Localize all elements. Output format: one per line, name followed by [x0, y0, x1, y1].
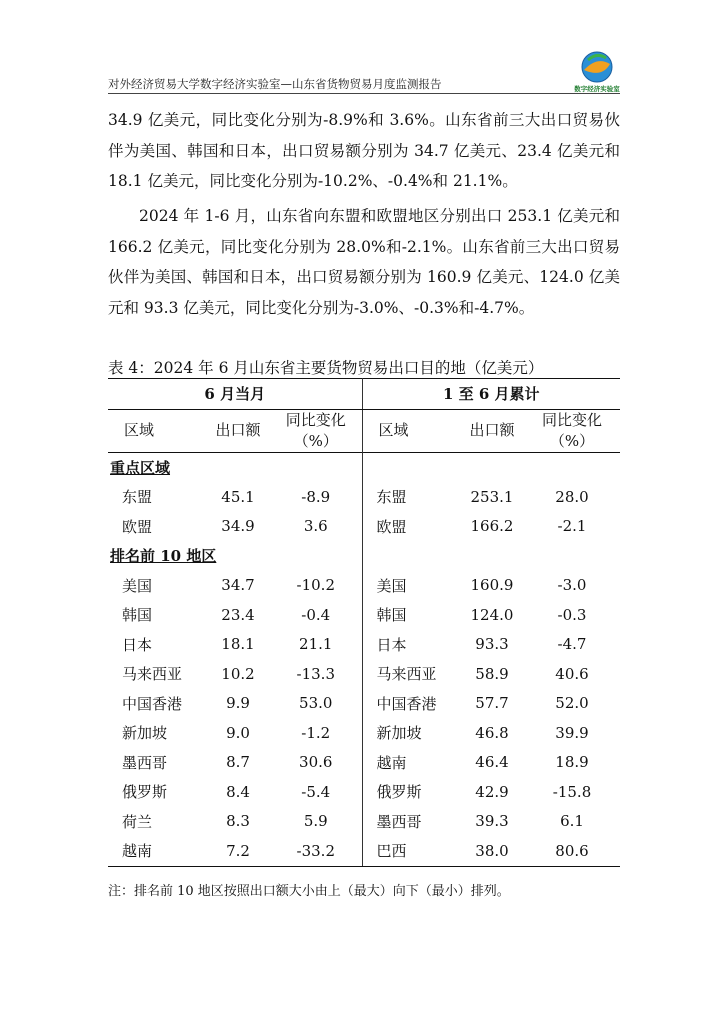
row-region-right: 新加坡: [376, 724, 422, 743]
col-change-left: [270, 409, 362, 452]
table-row: [108, 689, 620, 719]
table-caption: 表 4：2024 年 6 月山东省主要货物贸易出口目的地（亿美元）: [108, 359, 544, 377]
row-export-right: 124.0: [470, 605, 514, 624]
section-key-label: 重点区域: [108, 452, 362, 482]
row-change-right: 80.6: [524, 836, 620, 866]
row-change-right: 52.0: [555, 694, 589, 713]
col-export-right: 出口额: [469, 421, 515, 439]
row-region-right: 中国香港: [376, 694, 437, 713]
row-export-right: 166.2: [470, 517, 514, 536]
export-destination-table: [108, 378, 620, 867]
row-export-left: 34.9: [221, 517, 255, 536]
col-change-left-unit: （%）: [293, 431, 338, 450]
row-export-right: 42.9: [475, 782, 509, 801]
row-export-right: 93.3: [475, 635, 509, 654]
row-change-right: 39.9: [555, 723, 589, 742]
row-export-right: 57.7: [475, 694, 509, 713]
row-region-left: 墨西哥: [122, 753, 168, 772]
row-change-left: -13.3: [270, 659, 362, 689]
column-header-row: [108, 409, 620, 452]
table-row: [108, 718, 620, 748]
row-region-right: 墨西哥: [376, 812, 422, 831]
row-export-left: 9.0: [226, 723, 250, 742]
col-change-right-label: 同比变化: [541, 410, 602, 429]
group-header-month: 6 月当月: [108, 379, 362, 410]
group-header-row: [108, 379, 620, 410]
top10-region-rows: [108, 571, 620, 867]
lab-logo-caption: 数字经济实验室: [574, 85, 620, 93]
row-change-left: 53.0: [270, 689, 362, 719]
group-header-cumulative: 1 至 6 月累计: [362, 379, 620, 410]
col-region-right: 区域: [378, 421, 409, 439]
row-region-left: 韩国: [122, 606, 153, 625]
section-row-top10: [108, 541, 620, 571]
table-row: [108, 571, 620, 601]
section-top10-label: 排名前 10 地区: [108, 541, 362, 571]
table-row: [108, 807, 620, 837]
row-change-right: 40.6: [555, 664, 589, 683]
paragraph-2: [108, 201, 620, 323]
col-region-left: 区域: [124, 421, 155, 439]
row-export-right: 160.9: [470, 576, 514, 595]
row-region-left: 美国: [122, 576, 153, 595]
row-export-left: 8.4: [226, 782, 250, 801]
row-change-left: 30.6: [270, 748, 362, 778]
row-change-left: 21.1: [270, 630, 362, 660]
row-export-left: 10.2: [221, 664, 255, 683]
report-header-title: 对外经济贸易大学数字经济实验室—山东省货物贸易月度监测报告: [108, 77, 442, 91]
row-change-right: -15.8: [552, 782, 592, 801]
table-footnote: 注：排名前 10 地区按照出口额大小由上（最大）向下（最小）排列。: [108, 884, 510, 899]
col-change-right-unit: （%）: [549, 431, 595, 450]
row-change-left: -5.4: [270, 777, 362, 807]
row-change-left: -33.2: [270, 836, 362, 866]
row-change-left: -0.4: [270, 600, 362, 630]
col-change-left-label: 同比变化: [285, 410, 346, 429]
row-change-left: -8.9: [270, 482, 362, 512]
row-region-right: 韩国: [376, 606, 407, 625]
row-region-right: 马来西亚: [376, 665, 437, 684]
row-export-right: 38.0: [460, 836, 524, 866]
row-export-left: 9.9: [226, 694, 250, 713]
table-row: [108, 630, 620, 660]
row-change-right: 18.9: [555, 753, 589, 772]
col-change-right: [524, 409, 620, 452]
header-divider: [108, 93, 620, 94]
row-region-right: 日本: [376, 635, 407, 654]
row-region-right: 越南: [376, 753, 407, 772]
row-region-right: 巴西: [362, 836, 460, 866]
row-region-left: 欧盟: [122, 517, 153, 536]
row-region-left: 马来西亚: [122, 665, 183, 684]
table-row: [108, 482, 620, 512]
table-row: [108, 748, 620, 778]
row-region-right: 东盟: [376, 488, 407, 507]
row-change-left: -10.2: [270, 571, 362, 601]
row-region-right: 美国: [376, 576, 407, 595]
row-export-right: 46.8: [475, 723, 509, 742]
row-export-right: 39.3: [475, 812, 509, 831]
table-row: [108, 777, 620, 807]
row-change-left: 3.6: [270, 512, 362, 542]
row-change-left: 5.9: [270, 807, 362, 837]
paragraph-1: [108, 105, 620, 197]
row-change-right: -4.7: [557, 635, 587, 654]
row-export-right: 58.9: [475, 664, 509, 683]
paragraph-2-text: 2024 年 1-6 月，山东省向东盟和欧盟地区分别出口 253.1 亿美元和 166.2 亿美元，同比变化分别为 28.0%和-2.1%。山东省前三大出口贸易伙伴为美国、韩国和日本，出口贸易额分别为 160.9 亿美元、124.0 亿美元和 93.3 亿美元，同比变化分别为-3.0%、-0.3%和-4.7%。: [108, 207, 620, 317]
row-region-left: 新加坡: [122, 724, 168, 743]
row-region-left: 东盟: [122, 488, 153, 507]
key-region-rows: [108, 482, 620, 541]
paragraph-1-text: 34.9 亿美元，同比变化分别为-8.9%和 3.6%。山东省前三大出口贸易伙伴为美国、韩国和日本，出口贸易额分别为 34.7 亿美元、23.4 亿美元和 18.1 亿美元，同比变化分别为-10.2%、-0.4%和 21.1%。: [108, 111, 620, 190]
row-change-right: -0.3: [557, 605, 587, 624]
row-region-left: 俄罗斯: [122, 783, 168, 802]
row-export-left: 8.3: [226, 812, 250, 831]
row-change-right: -3.0: [557, 576, 587, 595]
row-region-left: 越南: [108, 836, 206, 866]
section-row-key: [108, 452, 620, 482]
row-export-right: 46.4: [475, 753, 509, 772]
row-change-right: 6.1: [560, 812, 584, 831]
table-row: [108, 600, 620, 630]
row-export-left: 45.1: [221, 487, 255, 506]
col-export-left: 出口额: [215, 421, 261, 439]
table-row: [108, 836, 620, 866]
row-change-right: 28.0: [555, 487, 589, 506]
row-change-left: -1.2: [270, 718, 362, 748]
row-region-right: 欧盟: [376, 517, 407, 536]
row-region-left: 中国香港: [122, 694, 183, 713]
row-change-right: -2.1: [557, 517, 587, 536]
row-export-left: 7.2: [206, 836, 270, 866]
table-row: [108, 512, 620, 542]
row-region-right: 俄罗斯: [376, 783, 422, 802]
row-export-left: 34.7: [221, 576, 255, 595]
row-export-left: 8.7: [226, 753, 250, 772]
table-row: [108, 659, 620, 689]
row-export-left: 18.1: [221, 635, 255, 654]
row-export-left: 23.4: [221, 605, 255, 624]
row-region-left: 日本: [122, 635, 153, 654]
row-export-right: 253.1: [470, 487, 514, 506]
row-region-left: 荷兰: [122, 812, 153, 831]
